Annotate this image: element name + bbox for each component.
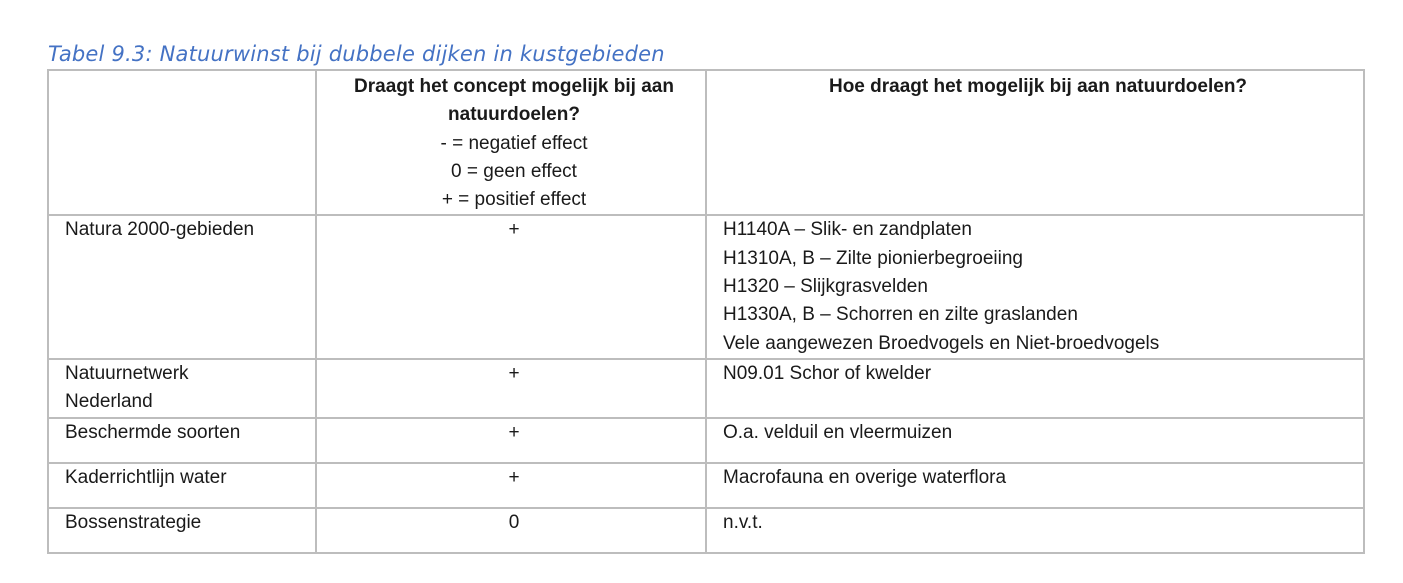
legend-positive: + = positief effect — [441, 189, 587, 211]
legend-neutral: 0 = geen effect — [451, 160, 577, 182]
row-label: Natura 2000-gebieden — [48, 215, 316, 358]
row-effect: + — [316, 359, 706, 418]
detail-line: Vele aangewezen Broedvogels en Niet-broedvogels — [723, 332, 1160, 354]
detail-line: H1310A, B – Zilte pionierbegroeiing — [723, 247, 1023, 269]
row-details — [706, 215, 1364, 358]
header-col3-title: Hoe draagt het mogelijk bij aan natuurdoelen? — [828, 76, 1248, 97]
table-row — [48, 418, 1364, 463]
nature-gain-table — [47, 69, 1365, 554]
row-details — [706, 418, 1364, 463]
row-effect: + — [316, 418, 706, 463]
header-empty-cell — [48, 70, 316, 215]
row-details — [706, 508, 1364, 553]
row-label: Beschermde soorten — [48, 418, 316, 463]
header-contributes-concept — [316, 70, 706, 215]
detail-line: N09.01 Schor of kwelder — [723, 362, 932, 384]
table-header-row — [48, 70, 1364, 215]
legend-negative: - = negatief effect — [440, 132, 588, 154]
row-label — [48, 359, 316, 418]
row-details — [706, 463, 1364, 508]
row-label: Kaderrichtlijn water — [48, 463, 316, 508]
row-effect: 0 — [316, 508, 706, 553]
detail-line: n.v.t. — [723, 511, 763, 533]
table-row — [48, 508, 1364, 553]
table-row — [48, 359, 1364, 418]
detail-line: Macrofauna en overige waterflora — [723, 466, 1007, 488]
table-row — [48, 215, 1364, 358]
table-caption: Tabel 9.3: Natuurwinst bij dubbele dijken in kustgebieden — [48, 42, 665, 66]
row-label: Bossenstrategie — [48, 508, 316, 553]
header-col2-title-line1: Draagt het concept mogelijk bij aan — [354, 76, 674, 97]
row-effect: + — [316, 215, 706, 358]
table-row — [48, 463, 1364, 508]
header-how-contributes — [706, 70, 1364, 215]
detail-line: H1140A – Slik- en zandplaten — [723, 219, 972, 241]
header-col2-title-line2: natuurdoelen? — [448, 104, 580, 126]
detail-line: H1320 – Slijkgrasvelden — [723, 276, 928, 298]
row-details — [706, 359, 1364, 418]
row-effect: + — [316, 463, 706, 508]
detail-line: H1330A, B – Schorren en zilte graslanden — [723, 304, 1078, 326]
detail-line: O.a. velduil en vleermuizen — [723, 421, 953, 443]
row-label-line1: Natuurnetwerk — [65, 362, 189, 384]
row-label-line2: Nederland — [65, 391, 153, 413]
